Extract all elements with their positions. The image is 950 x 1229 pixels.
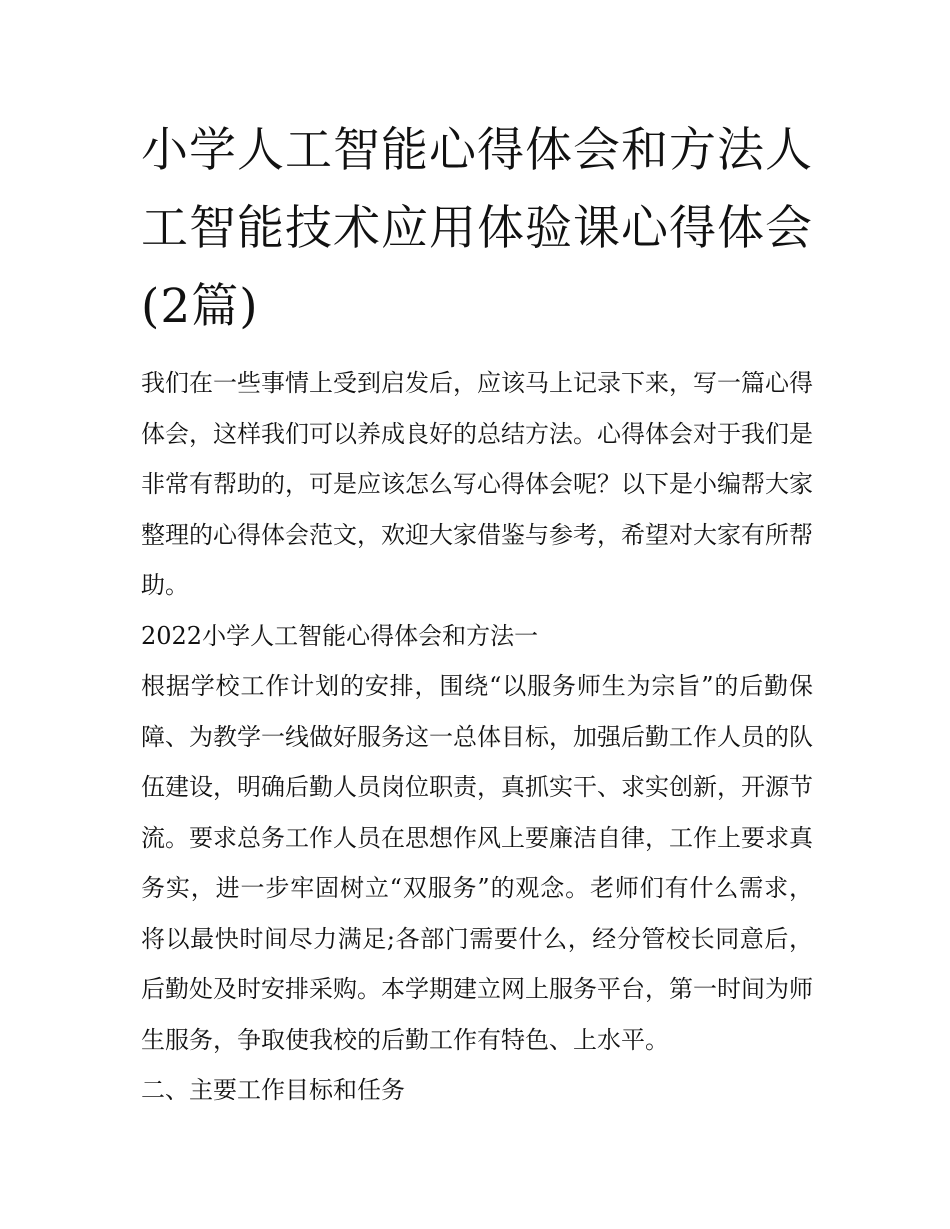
- intro-paragraph: 我们在一些事情上受到启发后，应该马上记录下来，写一篇心得体会，这样我们可以养成良好的总结方法。心得体会对于我们是非常有帮助的，可是应该怎么写心得体会呢？以下是小编帮大家整理的心得体会范文，欢迎大家借鉴与参考，希望对大家有所帮助。: [141, 369, 813, 599]
- document-title: 小学人工智能心得体会和方法人工智能技术应用体验课心得体会(2篇): [141, 123, 813, 334]
- section-heading-2: 二、主要工作目标和任务: [141, 1076, 405, 1104]
- document-page: [141, 112, 813, 1116]
- section-heading-1: 2022小学人工智能心得体会和方法一: [141, 621, 539, 650]
- section-paragraph-1: 根据学校工作计划的安排，围绕“以服务师生为宗旨”的后勤保障、为教学一线做好服务这一总体目标，加强后勤工作人员的队伍建设，明确后勤人员岗位职责，真抓实干、求实创新，开源节流。要求总务工作人员在思想作风上要廉洁自律，工作上要求真务实，进一步牢固树立“双服务”的观念。老师们有什么需求，将以最快时间尽力满足;各部门需要什么，经分管校长同意后，后勤处及时安排采购。本学期建立网上服务平台，第一时间为师生服务，争取使我校的后勤工作有特色、上水平。: [141, 672, 813, 1054]
